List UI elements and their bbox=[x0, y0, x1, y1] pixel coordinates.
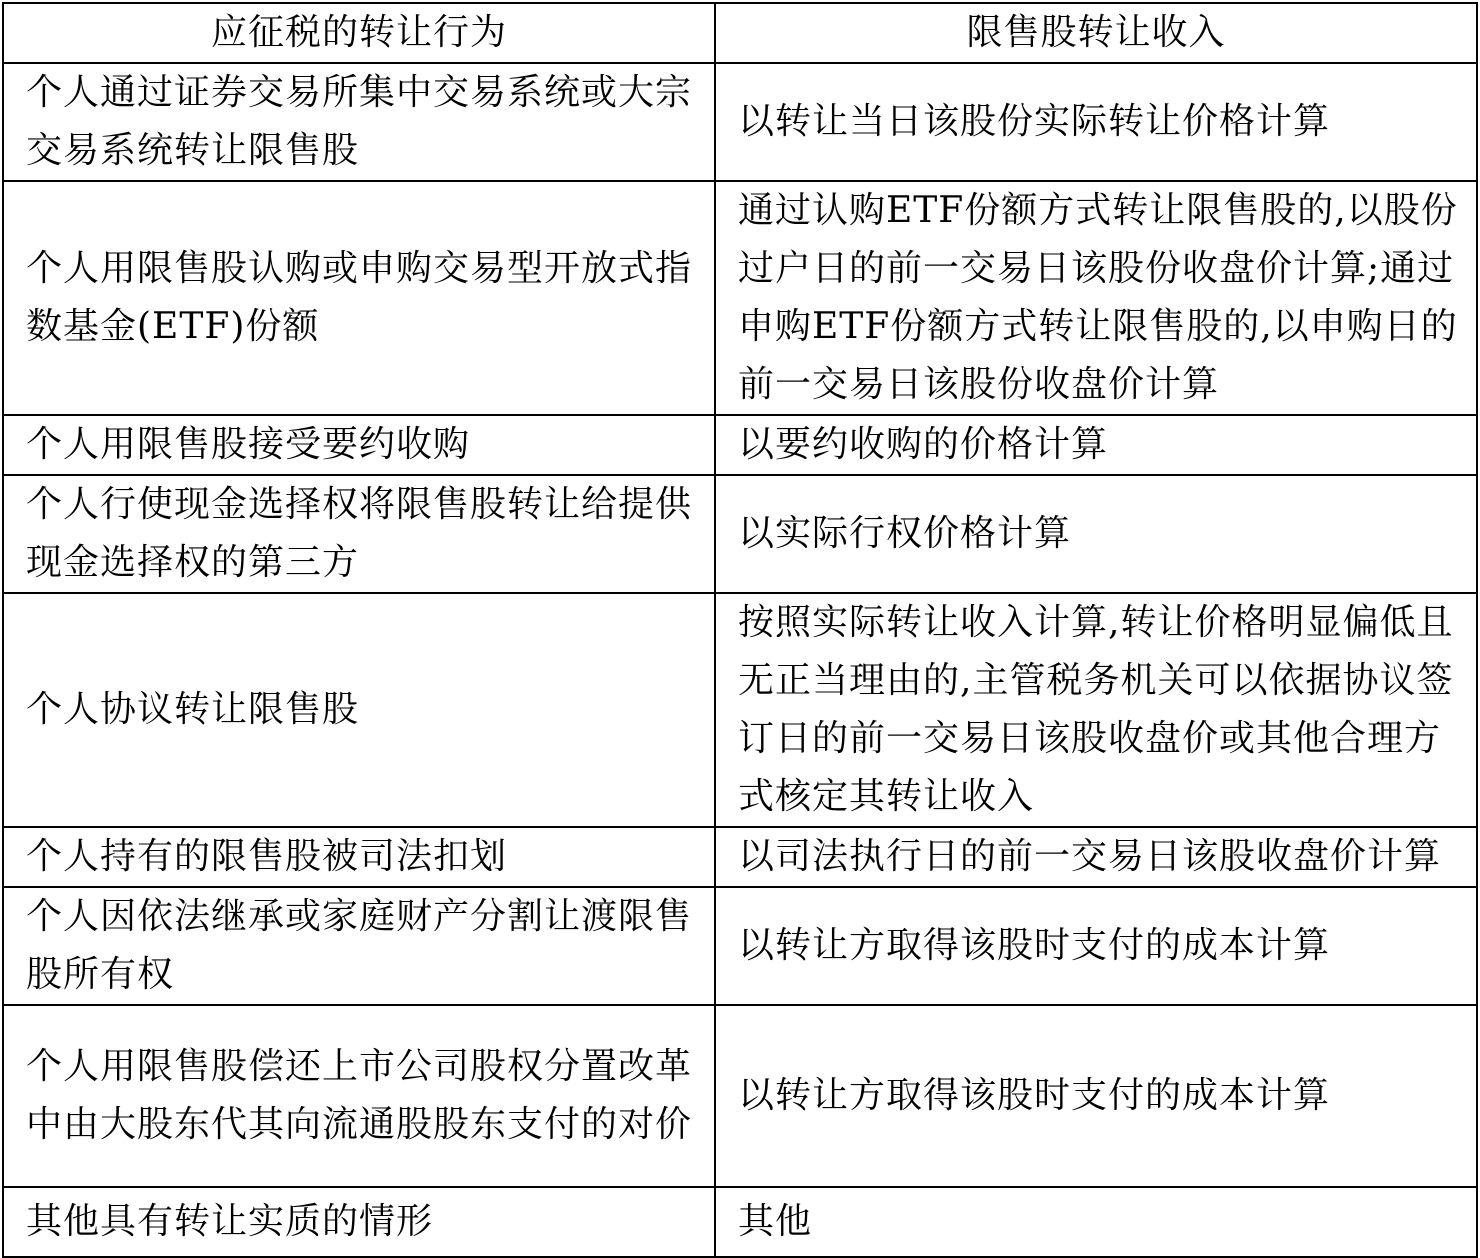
tax-table bbox=[2, 2, 1478, 1258]
income-cell: 以转让当日该股份实际转让价格计算 bbox=[715, 63, 1477, 181]
income-cell: 以司法执行日的前一交易日该股收盘价计算 bbox=[715, 827, 1477, 887]
action-cell: 个人持有的限售股被司法扣划 bbox=[3, 827, 715, 887]
action-cell: 个人通过证券交易所集中交易系统或大宗交易系统转让限售股 bbox=[3, 63, 715, 181]
income-cell: 以转让方取得该股时支付的成本计算 bbox=[715, 887, 1477, 1005]
action-cell: 个人协议转让限售股 bbox=[3, 593, 715, 827]
income-cell: 以要约收购的价格计算 bbox=[715, 415, 1477, 475]
income-cell: 以实际行权价格计算 bbox=[715, 475, 1477, 593]
header-row bbox=[3, 3, 1477, 63]
table-row bbox=[3, 181, 1477, 415]
income-cell: 通过认购ETF份额方式转让限售股的,以股份过户日的前一交易日该股份收盘价计算;通过申购ETF份额方式转让限售股的,以申购日的前一交易日该股份收盘价计算 bbox=[715, 181, 1477, 415]
table-row bbox=[3, 887, 1477, 1005]
action-cell: 其他具有转让实质的情形 bbox=[3, 1187, 715, 1257]
income-cell: 按照实际转让收入计算,转让价格明显偏低且无正当理由的,主管税务机关可以依据协议签订日的前一交易日该股收盘价或其他合理方式核定其转让收入 bbox=[715, 593, 1477, 827]
table-row bbox=[3, 475, 1477, 593]
action-cell: 个人用限售股接受要约收购 bbox=[3, 415, 715, 475]
action-cell: 个人用限售股认购或申购交易型开放式指数基金(ETF)份额 bbox=[3, 181, 715, 415]
action-cell: 个人因依法继承或家庭财产分割让渡限售股所有权 bbox=[3, 887, 715, 1005]
action-cell: 个人用限售股偿还上市公司股权分置改革中由大股东代其向流通股股东支付的对价 bbox=[3, 1005, 715, 1187]
table-row bbox=[3, 1005, 1477, 1187]
action-cell: 个人行使现金选择权将限售股转让给提供现金选择权的第三方 bbox=[3, 475, 715, 593]
header-taxable-action: 应征税的转让行为 bbox=[3, 3, 715, 63]
header-transfer-income: 限售股转让收入 bbox=[715, 3, 1477, 63]
table-row bbox=[3, 63, 1477, 181]
table-row bbox=[3, 1187, 1477, 1257]
table-row bbox=[3, 415, 1477, 475]
income-cell: 其他 bbox=[715, 1187, 1477, 1257]
income-cell: 以转让方取得该股时支付的成本计算 bbox=[715, 1005, 1477, 1187]
table-row bbox=[3, 593, 1477, 827]
table-row bbox=[3, 827, 1477, 887]
